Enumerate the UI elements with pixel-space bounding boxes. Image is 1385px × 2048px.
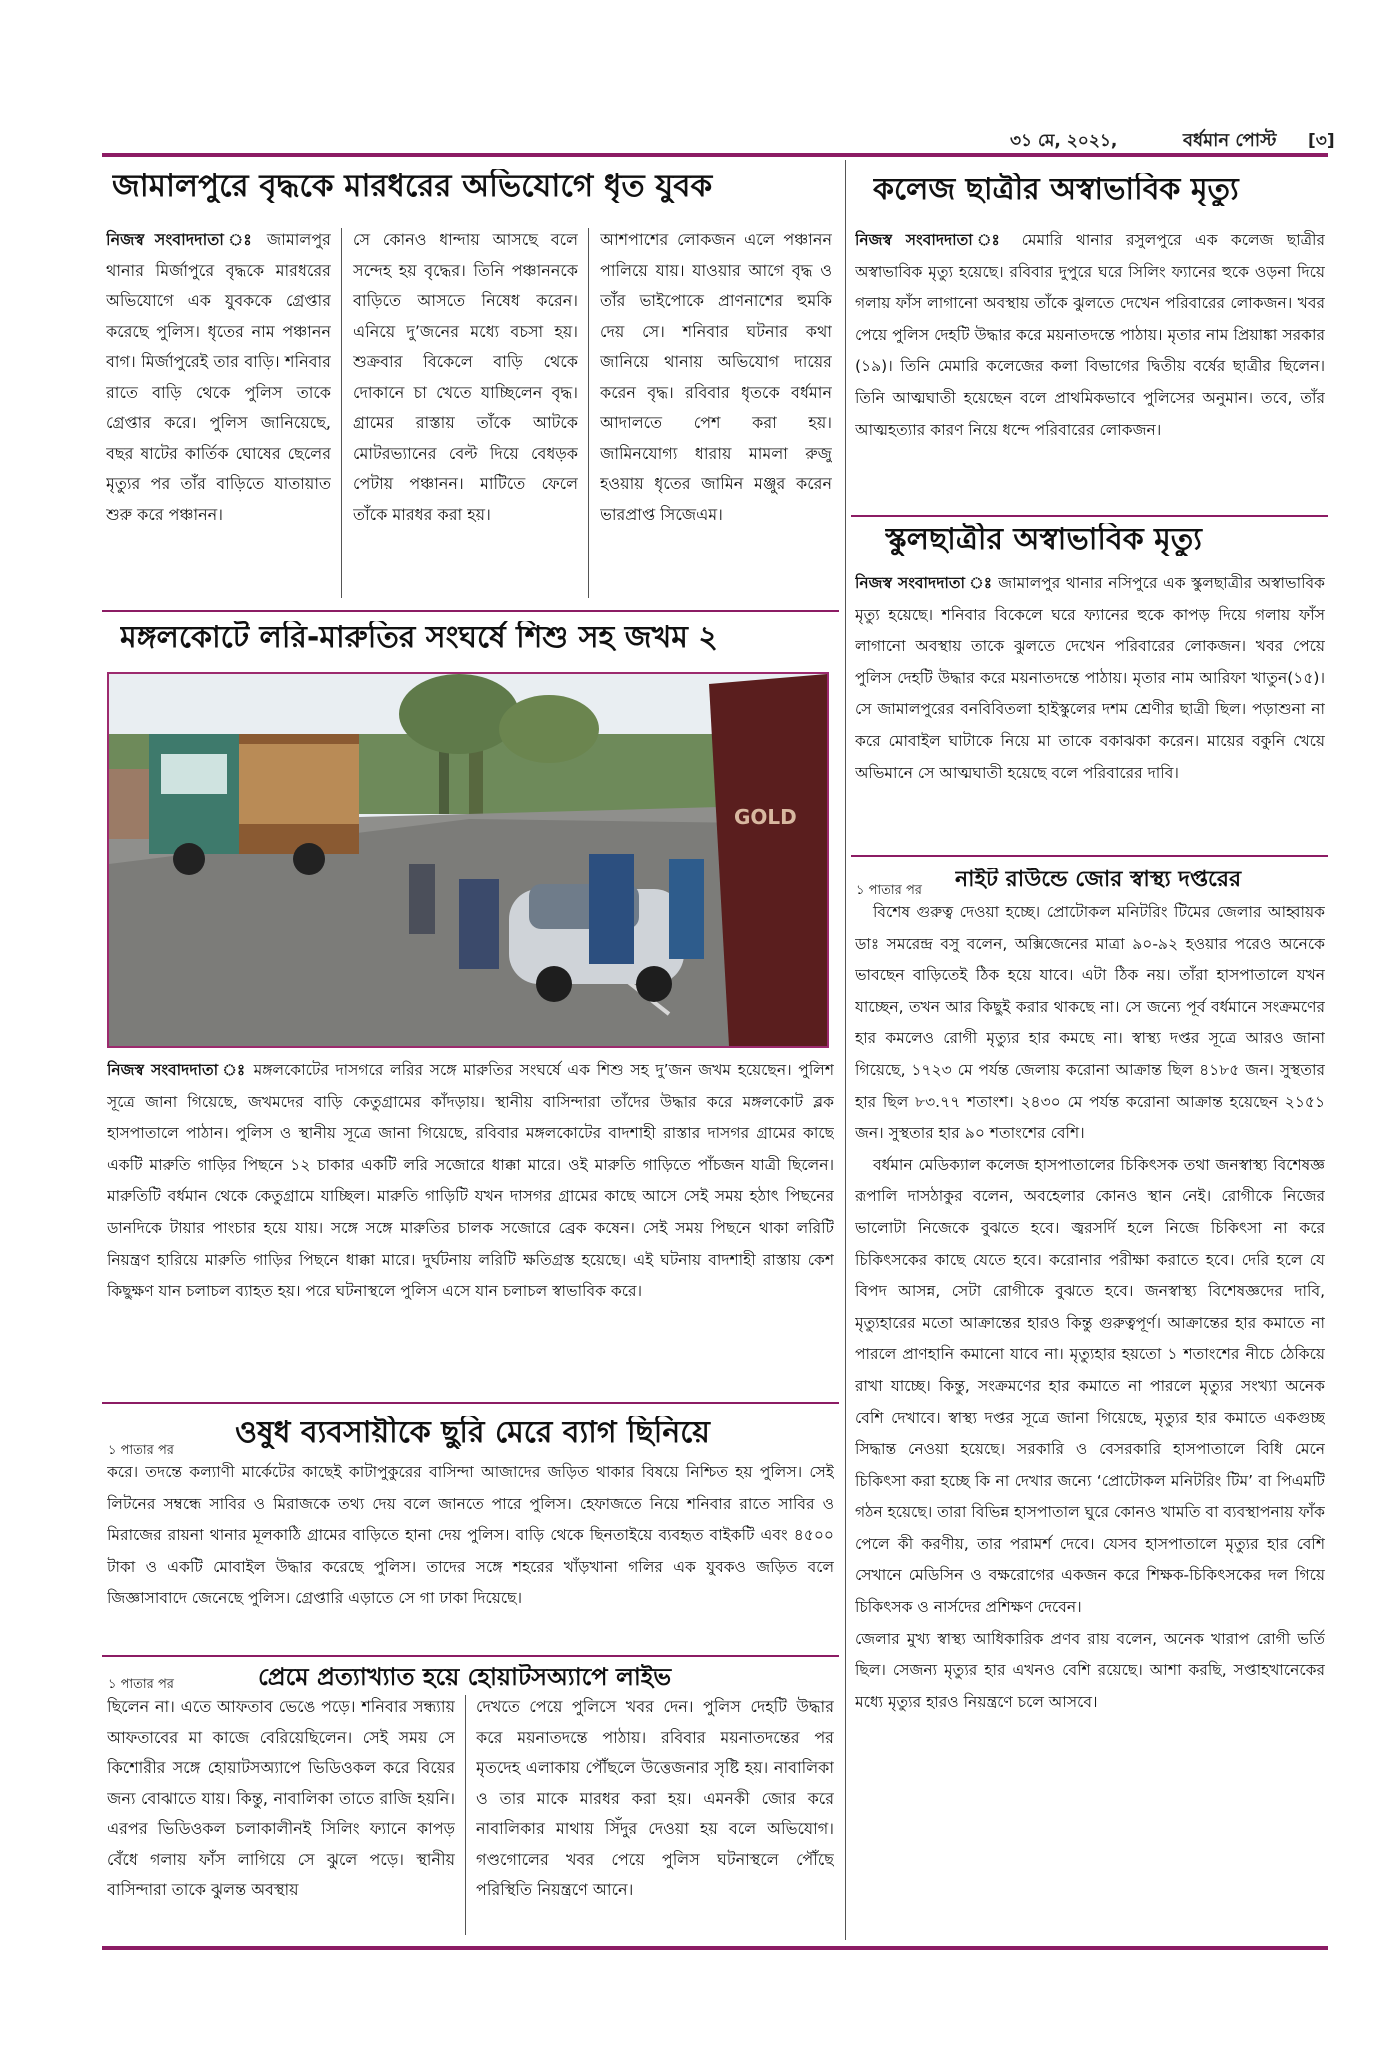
story2-text: মঙ্গলকোটের দাসগরে লরির সঙ্গে মারুতির সংঘর্ষে এক শিশু সহ দু’জন জখম হয়েছেন। পুলিশ সূত্রে জানা গিয়েছে, জখমদের বাড়ি কেতুগ্রামের কাঁদড়ায়। স্থানীয় বাসিন্দারা তাঁদের উদ্ধার করে মঙ্গলকোট ব্লক হাসপাতালে পাঠান। পুলিস ও স্থানীয় সূত্রে জানা গিয়েছে, রবিবার মঙ্গলকোটের বাদশাহী রাস্তার দাসগর গ্রামের কাছে একটি মারুতি গাড়ির পিছনে ১২ চাকার একটি লরি সজোরে ধাক্কা মারে। ওই মারুতি গাড়িতে পাঁচজন যাত্রী ছিলেন। মারুতিটি বর্ধমান থেকে কেতুগ্রামে যাচ্ছিল। মারুতি গাড়িটি যখন দাসগর গ্রামের কাছে আসে সেই সময় হঠাৎ পিছনের ডানদিকে টায়ার পাংচার হয়ে যায়। সঙ্গে সঙ্গে মারুতির চালক সজোরে ব্রেক কষেন। সেই সময় পিছনে থাকা লরিটি নিয়ন্ত্রণ হারিয়ে মারুতি গাড়ির পিছনে ধাক্কা মারে। দুর্ঘটনায় লরিটি ক্ষতিগ্রস্ত হয়েছে। এই ঘটনায় বাদশাহী রাস্তায় কেশ কিছুক্ষণ যান চলাচল ব্যাহত হয়। পরে ঘটনাস্থলে পুলিস এসে যান চলাচল স্বাভাবিক করে। <box>107 1061 834 1301</box>
story6-body <box>855 568 1325 848</box>
column-divider <box>845 160 846 1940</box>
story3-text: করে। তদন্তে কল্যাণী মার্কেটের কাছেই কাটাপুকুরের বাসিন্দা আজাদের জড়িত থাকার বিষয়ে নিশ্চিত হয় পুলিস। সেই লিটনের সম্বন্ধে সাবির ও মিরাজকে তথ্য দেয় বলে জানতে পারে পুলিস। হেফাজতে নিয়ে শনিবার রাতে সাবির ও মিরাজের রায়না থানার মূলকাঠি গ্রামের বাড়িতে হানা দেয় পুলিস। বাড়ি থেকে ছিনতাইয়ে ব্যবহৃত বাইকটি এবং ৪৫০০ টাকা ও একটি মোবাইল উদ্ধার করেছে পুলিস। তাদের সঙ্গে শহরের খাঁড়খানা গলির এক যুবকও জড়িত বলে জিজ্ঞাসাবাদে জেনেছে পুলিস। গ্রেপ্তারি এড়াতে সে গা ঢাকা দিয়েছে। <box>107 1463 834 1608</box>
accident-photo-image <box>109 674 827 1046</box>
story7-body <box>855 897 1325 1942</box>
story1-column-3 <box>600 225 832 605</box>
story3-headline: ওষুধ ব্যবসায়ীকে ছুরি মেরে ব্যাগ ছিনিয়ে <box>235 1416 710 1449</box>
story1-rule <box>102 610 839 612</box>
story3-rule <box>102 1655 839 1657</box>
story2-body <box>107 1055 834 1405</box>
story1-byline: নিজস্ব সংবাদদাতা ঃ <box>106 230 257 249</box>
bottom-rule <box>102 1946 1328 1950</box>
story5-rule <box>851 515 1328 517</box>
story4-continued-label: ১ পাতার পর <box>108 1677 174 1692</box>
story7-continued-label: ১ পাতার পর <box>856 883 922 898</box>
story5-byline: নিজস্ব সংবাদদাতা ঃ <box>855 231 1009 249</box>
story7-paragraph-2: বর্ধমান মেডিক্যাল কলেজ হাসপাতালের চিকিৎসক তথা জনস্বাস্থ্য বিশেষজ্ঞ রূপালি দাসঠাকুর বলেন, অবহেলার কোনও স্থান নেই। রোগীকে নিজের ভালোটা নিজেকে বুঝতে হবে। জ্বরসর্দি হলে নিজে চিকিৎসা না করে চিকিৎসকের কাছে যেতে হবে। করোনার পরীক্ষা করাতে হবে। দেরি হলে যে বিপদ আসন্ন, সেটা রোগীকে বুঝতে হবে। জনস্বাস্থ্য বিশেষজ্ঞদের দাবি, মৃত্যুহারের মতো আক্রান্তের হারও কিন্তু গুরুত্বপূর্ণ। আক্রান্তের হার কমাতে না পারলে প্রাণহানি কমানো যাবে না। মৃত্যুহার হয়তো ১ শতাংশের নীচে ঠেকিয়ে রাখা যাচ্ছে। কিন্তু, সংক্রমণের হার কমাতে না পারলে মৃত্যুর সংখ্যা অনেক বেশি দেখাবে। স্বাস্থ্য দপ্তর সূত্রে জানা গিয়েছে, মৃত্যুর হার কমাতে একগুচ্ছ সিদ্ধান্ত নেওয়া হয়েছে। সরকারি ও বেসরকারি হাসপাতালে বিধি মেনে চিকিৎসা করা হচ্ছে কি না দেখার জন্যে ‘প্রোটোকল মনিটরিং টিম’ বা পিএমটি গঠন হয়েছে। তারা বিভিন্ন হাসপাতাল ঘুরে কোনও খামতি বা ব্যবস্থাপনায় ফাঁক পেলে কী করণীয়, তার পরামর্শ দেবে। যেসব হাসপাতালে মৃত্যুর হার বেশি সেখানে মেডিসিন ও বক্ষরোগের একজন করে শিক্ষক-চিকিৎসকের দল গিয়ে চিকিৎসক ও নার্সদের প্রশিক্ষণ দেবেন। <box>855 1155 1325 1617</box>
story5-headline: কলেজ ছাত্রীর অস্বাভাবিক মৃত্যু <box>873 173 1239 206</box>
story6-headline: স্কুলছাত্রীর অস্বাভাবিক মৃত্যু <box>885 523 1202 556</box>
story4-divider <box>465 1695 466 1935</box>
story3-body <box>107 1457 834 1652</box>
photo-label: GOLD <box>734 805 797 829</box>
story2-byline: নিজস্ব সংবাদদাতা ঃ <box>107 1061 247 1079</box>
story7-headline: নাইট রাউন্ডে জোর স্বাস্থ্য দপ্তরের <box>955 868 1242 892</box>
story1-text-1: জামালপুর থানার মির্জাপুরে বৃদ্ধকে মারধরের অভিযোগে এক যুবককে গ্রেপ্তার করেছে পুলিস। ধৃতের নাম পঞ্চানন বাগ। মির্জাপুরেই তার বাড়ি। শনিবার রাতে বাড়ি থেকে পুলিস তাকে গ্রেপ্তার করে। পুলিস জানিয়েছে, বছর ষাটের কার্তিক ঘোষের ছেলের মৃত্যুর পর তাঁর বাড়িতে যাতায়াত শুরু করে পঞ্চানন। <box>106 230 331 524</box>
header-page-number: [৩] <box>1308 131 1335 151</box>
top-rule <box>102 153 1328 157</box>
story4-column-2 <box>476 1692 834 1940</box>
accident-photo <box>107 672 829 1048</box>
story6-text: জামালপুর থানার নসিপুরে এক স্কুলছাত্রীর অস্বাভাবিক মৃত্যু হয়েছে। শনিবার বিকেলে ঘরে ফ্যানের হুকে কাপড় দিয়ে গলায় ফাঁস লাগানো অবস্থায় তাকে ঝুলতে দেখেন পরিবারের লোকজন। খবর পেয়ে পুলিস দেহটি উদ্ধার করে ময়নাতদন্তে পাঠায়। মৃতার নাম আরিফা খাতুন(১৫)। সে জামালপুরের বনবিবিতলা হাইস্কুলের দশম শ্রেণীর ছাত্রী ছিল। পড়াশুনা না করে মোবাইল ঘাটাকে নিয়ে মা তাকে বকাঝকা করেন। মায়ের বকুনি খেয়ে অভিমানে সে আত্মঘাতী হয়েছে বলে পরিবারের দাবি। <box>855 574 1325 782</box>
story1-text-3: আশপাশের লোকজন এলে পঞ্চানন পালিয়ে যায়। যাওয়ার আগে বৃদ্ধ ও তাঁর ভাইপোকে প্রাণনাশের হুমকি দেয় সে। শনিবার ঘটনার কথা জানিয়ে থানায় অভিযোগ দায়ের করেন বৃদ্ধ। রবিবার ধৃতকে বর্ধমান আদালতে পেশ করা হয়। জামিনযোগ্য ধারায় মামলা রুজু হওয়ায় ধৃতের জামিন মঞ্জুর করেন ভারপ্রাপ্ত সিজেএম। <box>600 230 832 524</box>
story4-text-2: দেখতে পেয়ে পুলিসে খবর দেন। পুলিস দেহটি উদ্ধার করে ময়নাতদন্তে পাঠায়। রবিবার ময়নাতদন্তের পর মৃতদেহ এলাকায় পৌঁছলে উত্তেজনার সৃষ্টি হয়। নাবালিকা ও তার মাকে মারধর করা হয়। এমনকী জোর করে নাবালিকার মাথায় সিঁদুর দেওয়া হয় বলে অভিযোগ। গণ্ডগোলের খবর পেয়ে পুলিস ঘটনাস্থলে পৌঁছে পরিস্থিতি নিয়ন্ত্রণে আনে। <box>476 1697 834 1899</box>
story6-rule <box>851 855 1328 857</box>
story7-paragraph-1: বিশেষ গুরুত্ব দেওয়া হচ্ছে। প্রোটোকল মনিটরিং টিমের জেলার আহ্বায়ক ডাঃ সমরেন্দ্র বসু বলেন, অক্সিজেনের মাত্রা ৯০-৯২ হওয়ার পরেও অনেকে ভাবছেন বাড়িতেই ঠিক হয়ে যাবে। এটা ঠিক নয়। তাঁরা হাসপাতালে যখন যাচ্ছেন, তখন আর কিছুই করার থাকছে না। সে জন্যে পূর্ব বর্ধমানে সংক্রমণের হার কমলেও রোগী মৃত্যুর হার কমছে না। স্বাস্থ্য দপ্তর সূত্রে আরও জানা গিয়েছে, ১৭২৩ মে পর্যন্ত জেলায় করোনা আক্রান্ত ছিল ৪১৮৫ জন। সুস্থতার হার ছিল ৮৩.৭৭ শতাংশ। ২৪৩০ মে পর্যন্ত করোনা আক্রান্ত হয়েছেন ২১৫১ জন। সুস্থতার হার ৯০ শতাংশের বেশি। <box>855 903 1325 1143</box>
story1-divider-1 <box>341 228 342 598</box>
header-paper-name: বর্ধমান পোস্ট <box>1183 130 1277 151</box>
story4-text-1: ছিলেন না। এতে আফতাব ভেঙে পড়ে। শনিবার সন্ধ্যায় আফতাবের মা কাজে বেরিয়েছিলেন। সেই সময় সে কিশোরীর সঙ্গে হোয়াটসঅ্যাপে ভিডিওকল করে বিয়ের জন্য বোঝাতে যায়। কিন্তু, নাবালিকা তাতে রাজি হয়নি। এরপর ভিডিওকল চলাকালীনই সিলিং ফ্যানে কাপড় বেঁধে গলায় ফাঁস লাগিয়ে সে ঝুলে পড়ে। স্থানীয় বাসিন্দারা তাকে ঝুলন্ত অবস্থায় <box>107 1697 455 1899</box>
story2-headline: মঙ্গলকোটে লরি-মারুতির সংঘর্ষে শিশু সহ জখম ২ <box>120 621 718 654</box>
story5-body <box>855 225 1325 510</box>
story1-column-2 <box>353 225 578 605</box>
story1-text-2: সে কোনও ধান্দায় আসছে বলে সন্দেহ হয় বৃদ্ধের। তিনি পঞ্চাননকে বাড়িতে আসতে নিষেধ করেন। এনিয়ে দু’জনের মধ্যে বচসা হয়। শুক্রবার বিকেলে বাড়ি থেকে দোকানে চা খেতে যাচ্ছিলেন বৃদ্ধ। গ্রামের রাস্তায় তাঁকে আটকে মোটরভ্যানের বেল্ট দিয়ে বেধড়ক পেটায় পঞ্চানন। মাটিতে ফেলে তাঁকে মারধর করা হয়। <box>353 230 578 524</box>
story7-paragraph-3: জেলার মুখ্য স্বাস্থ্য আধিকারিক প্রণব রায় বলেন, অনেক খারাপ রোগী ভর্তি ছিল। সেজন্য মৃত্যুর হার এখনও বেশি রয়েছে। আশা করছি, সপ্তাহখানেকের মধ্যে মৃত্যুর হারও নিয়ন্ত্রণে চলে আসবে। <box>855 1629 1325 1711</box>
story1-divider-2 <box>588 228 589 598</box>
story5-text: মেমারি থানার রসুলপুরে এক কলেজ ছাত্রীর অস্বাভাবিক মৃত্যু হয়েছে। রবিবার দুপুরে ঘরে সিলিং ফ্যানের হুকে ওড়না দিয়ে গলায় ফাঁস লাগানো অবস্থায় তাঁকে ঝুলতে দেখেন পরিবারের লোকজন। খবর পেয়ে পুলিস দেহটি উদ্ধার করে ময়নাতদন্তে পাঠায়। মৃতার নাম প্রিয়াঙ্কা সরকার (১৯)। তিনি মেমারি কলেজের কলা বিভাগের দ্বিতীয় বর্ষের ছাত্রীর ছিলেন। তিনি আত্মঘাতী হয়েছেন বলে প্রাথমিকভাবে পুলিসের অনুমান। তবে, তাঁর আত্মহত্যার কারণ নিয়ে ধন্দে পরিবারের লোকজন। <box>855 231 1325 439</box>
story6-byline: নিজস্ব সংবাদদাতা ঃ <box>855 574 993 592</box>
header-date: ৩১ মে, ২০২১, <box>1010 131 1118 151</box>
story4-column-1 <box>107 1692 455 1940</box>
story4-headline: প্রেমে প্রত্যাখ্যাত হয়ে হোয়াটসঅ্যাপে লাইভ <box>258 1664 672 1691</box>
story2-rule <box>102 1402 839 1404</box>
story3-continued-label: ১ পাতার পর <box>108 1443 174 1458</box>
story1-column-1 <box>106 225 331 605</box>
story1-headline: জামালপুরে বৃদ্ধকে মারধরের অভিযোগে ধৃত যুবক <box>112 169 713 204</box>
